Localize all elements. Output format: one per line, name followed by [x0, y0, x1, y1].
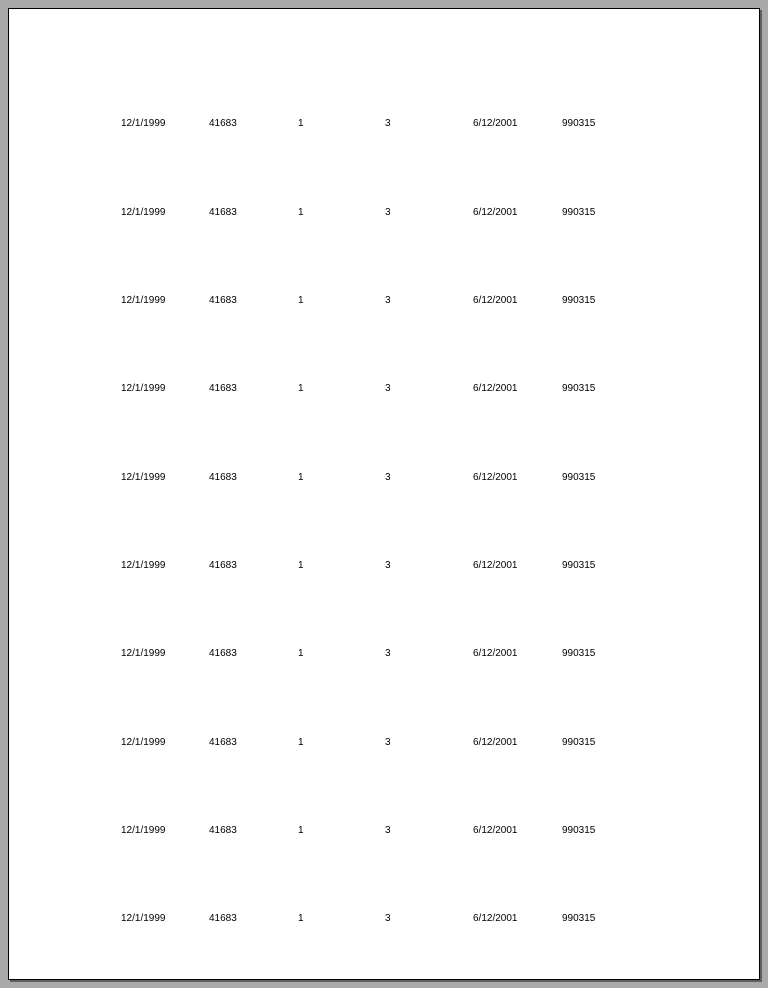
row-cell: 41683 — [209, 825, 237, 836]
table-row — [9, 206, 759, 220]
row-cell: 990315 — [562, 207, 596, 218]
row-cell: 12/1/1999 — [121, 560, 166, 571]
row-cell: 6/12/2001 — [473, 825, 518, 836]
report-page — [8, 8, 760, 980]
row-cell: 1 — [298, 472, 304, 483]
row-cell: 3 — [385, 207, 391, 218]
row-cell: 41683 — [209, 207, 237, 218]
row-cell: 12/1/1999 — [121, 472, 166, 483]
row-cell: 41683 — [209, 118, 237, 129]
row-cell: 41683 — [209, 737, 237, 748]
table-row — [9, 294, 759, 308]
row-cell: 6/12/2001 — [473, 648, 518, 659]
row-cell: 990315 — [562, 118, 596, 129]
row-cell: 12/1/1999 — [121, 383, 166, 394]
row-cell: 12/1/1999 — [121, 118, 166, 129]
row-cell: 1 — [298, 913, 304, 924]
row-cell: 41683 — [209, 560, 237, 571]
row-cell: 12/1/1999 — [121, 648, 166, 659]
row-cell: 6/12/2001 — [473, 207, 518, 218]
row-cell: 12/1/1999 — [121, 295, 166, 306]
row-cell: 12/1/1999 — [121, 913, 166, 924]
row-cell: 1 — [298, 648, 304, 659]
row-cell: 1 — [298, 825, 304, 836]
row-cell: 3 — [385, 295, 391, 306]
row-cell: 1 — [298, 295, 304, 306]
row-cell: 6/12/2001 — [473, 737, 518, 748]
row-cell: 990315 — [562, 825, 596, 836]
table-row — [9, 736, 759, 750]
row-cell: 990315 — [562, 383, 596, 394]
row-cell: 3 — [385, 118, 391, 129]
table-row — [9, 559, 759, 573]
row-cell: 6/12/2001 — [473, 913, 518, 924]
row-cell: 12/1/1999 — [121, 207, 166, 218]
table-row — [9, 382, 759, 396]
row-cell: 990315 — [562, 560, 596, 571]
row-cell: 6/12/2001 — [473, 295, 518, 306]
row-cell: 1 — [298, 118, 304, 129]
row-cell: 3 — [385, 648, 391, 659]
row-cell: 6/12/2001 — [473, 472, 518, 483]
row-cell: 41683 — [209, 472, 237, 483]
row-cell: 1 — [298, 560, 304, 571]
row-cell: 3 — [385, 472, 391, 483]
row-cell: 6/12/2001 — [473, 560, 518, 571]
row-cell: 3 — [385, 913, 391, 924]
table-row — [9, 117, 759, 131]
row-cell: 1 — [298, 207, 304, 218]
row-cell: 990315 — [562, 737, 596, 748]
row-cell: 12/1/1999 — [121, 825, 166, 836]
row-cell: 3 — [385, 825, 391, 836]
row-cell: 1 — [298, 383, 304, 394]
row-cell: 990315 — [562, 472, 596, 483]
row-cell: 990315 — [562, 648, 596, 659]
row-cell: 990315 — [562, 295, 596, 306]
row-cell: 3 — [385, 737, 391, 748]
table-row — [9, 471, 759, 485]
row-cell: 41683 — [209, 648, 237, 659]
row-cell: 3 — [385, 560, 391, 571]
row-cell: 41683 — [209, 383, 237, 394]
table-row — [9, 824, 759, 838]
table-row — [9, 647, 759, 661]
row-cell: 12/1/1999 — [121, 737, 166, 748]
row-cell: 1 — [298, 737, 304, 748]
row-cell: 41683 — [209, 295, 237, 306]
row-cell: 990315 — [562, 913, 596, 924]
table-row — [9, 912, 759, 926]
row-cell: 6/12/2001 — [473, 383, 518, 394]
row-cell: 3 — [385, 383, 391, 394]
row-cell: 6/12/2001 — [473, 118, 518, 129]
row-cell: 41683 — [209, 913, 237, 924]
